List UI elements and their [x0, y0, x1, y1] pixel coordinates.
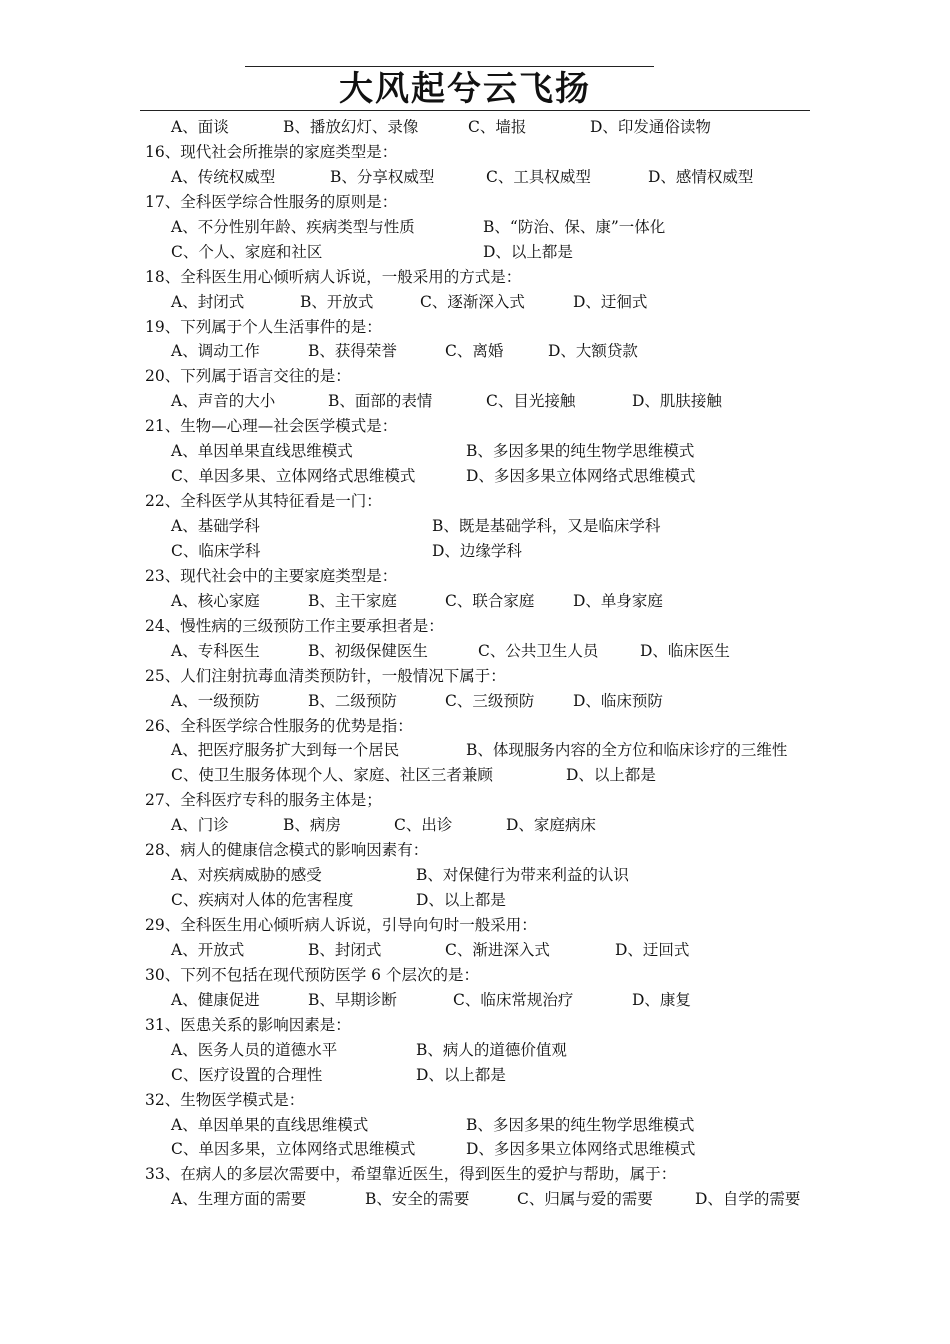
options-row	[0, 539, 950, 564]
answer-option: C、公共卫生人员	[478, 641, 599, 660]
answer-option: D、家庭病床	[506, 816, 596, 835]
answer-option: B、主干家庭	[308, 591, 397, 610]
question-text: 27、全科医疗专科的服务主体是；	[145, 791, 382, 810]
question-row	[0, 913, 950, 938]
answer-option: B、播放幻灯、录像	[283, 118, 419, 136]
answer-option: A、开放式	[171, 940, 245, 959]
options-row	[0, 1187, 950, 1212]
answer-option: C、墙报	[468, 118, 527, 136]
answer-option: A、医务人员的道德水平	[171, 1040, 338, 1059]
question-text: 17、全科医学综合性服务的原则是：	[145, 192, 398, 211]
answer-option: C、使卫生服务体现个人、家庭、社区三者兼顾	[171, 766, 493, 785]
question-text: 28、病人的健康信念模式的影响因素有：	[145, 841, 429, 860]
options-row	[0, 813, 950, 838]
answer-option: D、临床医生	[640, 641, 730, 660]
question-text: 26、全科医学综合性服务的优势是指：	[145, 716, 413, 735]
question-text: 19、下列属于个人生活事件的是：	[145, 317, 382, 336]
options-row	[0, 389, 950, 414]
answer-option: B、封闭式	[308, 940, 382, 959]
options-row	[0, 863, 950, 888]
question-row	[0, 265, 950, 290]
answer-option: C、归属与爱的需要	[517, 1190, 653, 1209]
question-row	[0, 564, 950, 589]
answer-option: D、以上都是	[483, 242, 573, 261]
answer-option: B、对保健行为带来利益的认识	[416, 866, 629, 885]
answer-option: A、面谈	[171, 118, 229, 136]
answer-option: B、体现服务内容的全方位和临床诊疗的三维性	[466, 741, 788, 760]
question-text: 30、下列不包括在现代预防医学 6 个层次的是：	[145, 965, 479, 984]
answer-option: A、声音的大小	[171, 392, 276, 411]
answer-option: D、大额贷款	[548, 342, 638, 361]
options-row	[0, 339, 950, 364]
options-row	[0, 165, 950, 190]
answer-option: D、康复	[632, 990, 691, 1009]
answer-option: B、分享权威型	[330, 167, 435, 186]
question-text: 20、下列属于语言交往的是：	[145, 367, 351, 386]
answer-option: A、一级预防	[171, 691, 260, 710]
question-row	[0, 1013, 950, 1038]
answer-option: C、联合家庭	[445, 591, 535, 610]
answer-option: B、初级保健医生	[308, 641, 428, 660]
answer-option: D、迂回式	[615, 940, 690, 959]
options-row	[0, 240, 950, 265]
options-row	[0, 888, 950, 913]
answer-option: A、把医疗服务扩大到每一个居民	[171, 741, 400, 760]
question-row	[0, 1088, 950, 1113]
question-text: 31、医患关系的影响因素是：	[145, 1015, 351, 1034]
answer-option: C、单因多果，立体网络式思维模式	[171, 1140, 416, 1159]
answer-option: C、医疗设置的合理性	[171, 1065, 323, 1084]
answer-option: B、面部的表情	[328, 392, 433, 411]
answer-option: A、封闭式	[171, 292, 245, 311]
answer-option: B、既是基础学科，又是临床学科	[432, 517, 661, 535]
options-row	[0, 1038, 950, 1063]
answer-option: B、病房	[283, 816, 341, 835]
options-row	[0, 439, 950, 464]
question-row	[0, 614, 950, 639]
options-row	[0, 738, 950, 763]
question-row	[0, 838, 950, 863]
options-row	[0, 988, 950, 1013]
answer-option: D、临床预防	[573, 691, 663, 710]
answer-option: A、生理方面的需要	[171, 1190, 307, 1209]
options-row	[0, 938, 950, 963]
question-text: 16、现代社会所推崇的家庭类型是：	[145, 142, 398, 161]
question-text: 18、全科医生用心倾听病人诉说，一般采用的方式是：	[145, 267, 522, 286]
options-row	[0, 1137, 950, 1162]
question-text: 33、在病人的多层次需要中，希望靠近医生，得到医生的爱护与帮助，属于：	[145, 1165, 677, 1184]
question-row	[0, 315, 950, 340]
options-row	[0, 763, 950, 788]
options-row	[0, 1113, 950, 1138]
answer-option: A、核心家庭	[171, 591, 260, 610]
answer-option: B、多因多果的纯生物学思维模式	[466, 1115, 695, 1134]
answer-option: A、健康促进	[171, 990, 260, 1009]
answer-option: C、疾病对人体的危害程度	[171, 891, 354, 910]
answer-option: D、单身家庭	[573, 591, 663, 610]
question-text: 21、生物—心理—社会医学模式是：	[145, 417, 398, 436]
answer-option: A、不分性别年龄、疾病类型与性质	[171, 217, 415, 236]
answer-option: A、基础学科	[171, 517, 260, 535]
question-row	[0, 788, 950, 813]
answer-option: A、调动工作	[171, 342, 260, 361]
answer-option: C、目光接触	[486, 392, 576, 411]
page-header-title: 大风起兮云飞扬	[339, 69, 591, 109]
answer-option: A、门诊	[171, 816, 229, 835]
question-row	[0, 714, 950, 739]
answer-option: C、出诊	[394, 816, 453, 835]
answer-option: D、以上都是	[416, 1065, 506, 1084]
answer-option: D、肌肤接触	[632, 392, 722, 411]
answer-option: B、早期诊断	[308, 990, 397, 1009]
answer-option: B、病人的道德价值观	[416, 1040, 567, 1059]
options-row	[0, 639, 950, 664]
answer-option: C、逐渐深入式	[420, 292, 525, 311]
question-text: 32、生物医学模式是：	[145, 1090, 305, 1109]
question-row	[0, 364, 950, 389]
question-row	[0, 414, 950, 439]
options-row	[0, 689, 950, 714]
options-row	[0, 290, 950, 315]
answer-option: B、开放式	[300, 292, 374, 311]
question-text: 29、全科医生用心倾听病人诉说，引导向句时一般采用：	[145, 916, 537, 934]
answer-option: D、多因多果立体网络式思维模式	[466, 467, 696, 486]
answer-option: B、“防治、保、康”一体化	[483, 217, 666, 236]
answer-option: D、以上都是	[416, 891, 506, 910]
answer-option: B、获得荣誉	[308, 342, 397, 361]
answer-option: C、离婚	[445, 342, 504, 361]
answer-option: D、边缘学科	[432, 541, 522, 560]
answer-option: A、对疾病威胁的感受	[171, 866, 322, 885]
question-list	[0, 115, 950, 1212]
question-text: 24、慢性病的三级预防工作主要承担者是：	[145, 616, 444, 635]
answer-option: A、传统权威型	[171, 167, 276, 186]
answer-option: D、自学的需要	[695, 1190, 801, 1209]
options-row	[0, 215, 950, 240]
answer-option: D、感情权威型	[648, 167, 754, 186]
answer-option: C、三级预防	[445, 691, 535, 710]
question-text: 23、现代社会中的主要家庭类型是：	[145, 566, 398, 585]
answer-option: B、安全的需要	[365, 1190, 470, 1209]
answer-option: D、多因多果立体网络式思维模式	[466, 1140, 696, 1159]
question-text: 22、全科医学从其特征看是一门：	[145, 492, 382, 511]
question-row	[0, 963, 950, 988]
answer-option: A、单因单果的直线思维模式	[171, 1115, 369, 1134]
question-row	[0, 190, 950, 215]
question-row	[0, 489, 950, 514]
answer-option: C、工具权威型	[486, 167, 591, 186]
question-row	[0, 140, 950, 165]
answer-option: C、临床学科	[171, 541, 261, 560]
answer-option: B、多因多果的纯生物学思维模式	[466, 442, 695, 461]
options-row	[0, 514, 950, 539]
answer-option: C、临床常规治疗	[453, 990, 574, 1009]
answer-option: C、单因多果、立体网络式思维模式	[171, 467, 416, 486]
answer-option: B、二级预防	[308, 691, 397, 710]
answer-option: C、渐进深入式	[445, 940, 550, 959]
question-row	[0, 664, 950, 689]
question-row	[0, 1162, 950, 1187]
options-row	[0, 1063, 950, 1088]
options-row	[0, 464, 950, 489]
options-row	[0, 115, 950, 140]
answer-option: D、以上都是	[566, 766, 656, 785]
options-row	[0, 589, 950, 614]
header-rule-bottom	[140, 110, 810, 111]
answer-option: C、个人、家庭和社区	[171, 242, 323, 261]
question-text: 25、人们注射抗毒血清类预防针，一般情况下属于：	[145, 666, 506, 685]
answer-option: A、专科医生	[171, 641, 260, 660]
header-rule-top	[245, 66, 654, 67]
answer-option: D、迂徊式	[573, 292, 648, 311]
answer-option: A、单因单果直线思维模式	[171, 442, 353, 461]
answer-option: D、印发通俗读物	[590, 118, 711, 136]
